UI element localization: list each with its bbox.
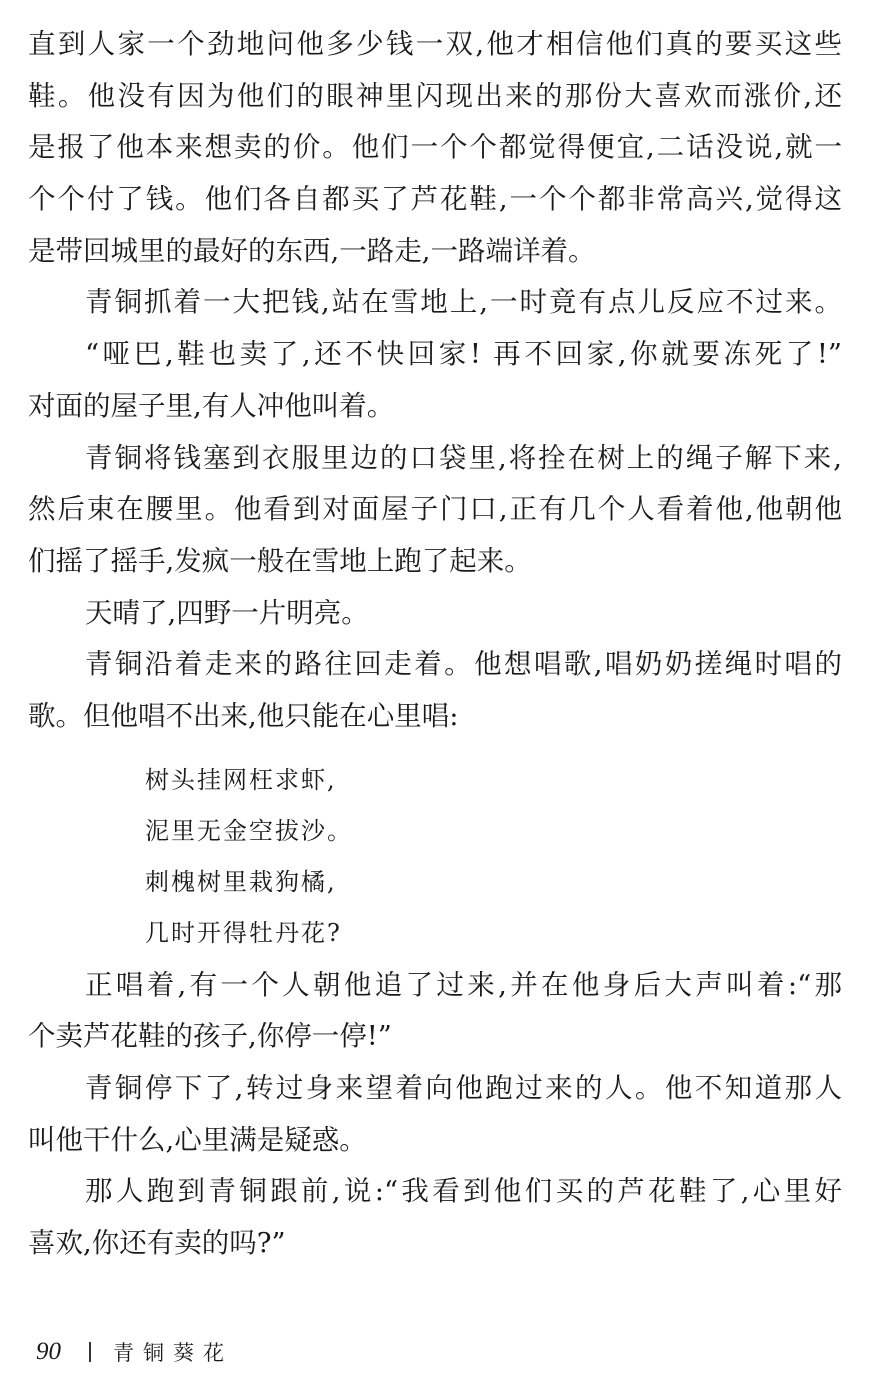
text-line: 们摇了摇手,发疯一般在雪地上跑了起来。 bbox=[28, 544, 532, 577]
text-line: 个卖芦花鞋的孩子,你停一停!” bbox=[28, 1020, 392, 1053]
poem-line: 泥里无金空拔沙。 bbox=[145, 816, 353, 845]
text-line: 鞋。他没有因为他们的眼神里闪现出来的那份大喜欢而涨价,还 bbox=[28, 79, 842, 112]
text-block-2 bbox=[28, 960, 842, 1270]
footer-divider bbox=[89, 1342, 91, 1362]
text-line: 喜欢,你还有卖的吗?” bbox=[28, 1227, 286, 1260]
running-head: 青铜葵花 bbox=[113, 1341, 233, 1365]
text-line: 叫他干什么,心里满是疑惑。 bbox=[28, 1123, 367, 1156]
text-line: “哑巴,鞋也卖了,还不快回家! 再不回家,你就要冻死了!” bbox=[85, 338, 842, 371]
page-number: 90 bbox=[36, 1338, 61, 1365]
text-line: 直到人家一个劲地问他多少钱一双,他才相信他们真的要买这些 bbox=[28, 28, 842, 60]
text-line: 是报了他本来想卖的价。他们一个个都觉得便宜,二话没说,就一 bbox=[28, 131, 842, 164]
page-body bbox=[28, 19, 842, 1270]
poem-line: 树头挂网枉求虾, bbox=[145, 765, 337, 794]
text-line: 对面的屋子里,有人冲他叫着。 bbox=[28, 389, 395, 422]
poem-line: 几时开得牡丹花? bbox=[145, 918, 342, 947]
text-block-1 bbox=[28, 19, 842, 743]
text-line: 青铜沿着走来的路往回走着。他想唱歌,唱奶奶搓绳时唱的 bbox=[85, 648, 842, 681]
text-line: 个个付了钱。他们各自都买了芦花鞋,一个个都非常高兴,觉得这 bbox=[28, 183, 842, 216]
text-line: 那人跑到青铜跟前,说:“我看到他们买的芦花鞋了,心里好 bbox=[85, 1175, 842, 1208]
text-line: 青铜将钱塞到衣服里边的口袋里,将拴在树上的绳子解下来, bbox=[85, 441, 842, 474]
poem-line: 刺槐树里栽狗橘, bbox=[145, 867, 337, 896]
poem bbox=[28, 755, 842, 959]
text-line: 正唱着,有一个人朝他追了过来,并在他身后大声叫着:“那 bbox=[85, 968, 842, 1001]
text-line: 然后束在腰里。他看到对面屋子门口,正有几个人看着他,他朝他 bbox=[28, 493, 842, 526]
text-line: 青铜停下了,转过身来望着向他跑过来的人。他不知道那人 bbox=[85, 1072, 842, 1104]
text-line: 天晴了,四野一片明亮。 bbox=[85, 596, 369, 629]
text-line: 青铜抓着一大把钱,站在雪地上,一时竟有点儿反应不过来。 bbox=[85, 286, 842, 319]
page-footer bbox=[36, 1334, 233, 1370]
text-line: 是带回城里的最好的东西,一路走,一路端详着。 bbox=[28, 234, 596, 267]
text-line: 歌。但他唱不出来,他只能在心里唱: bbox=[28, 699, 459, 732]
